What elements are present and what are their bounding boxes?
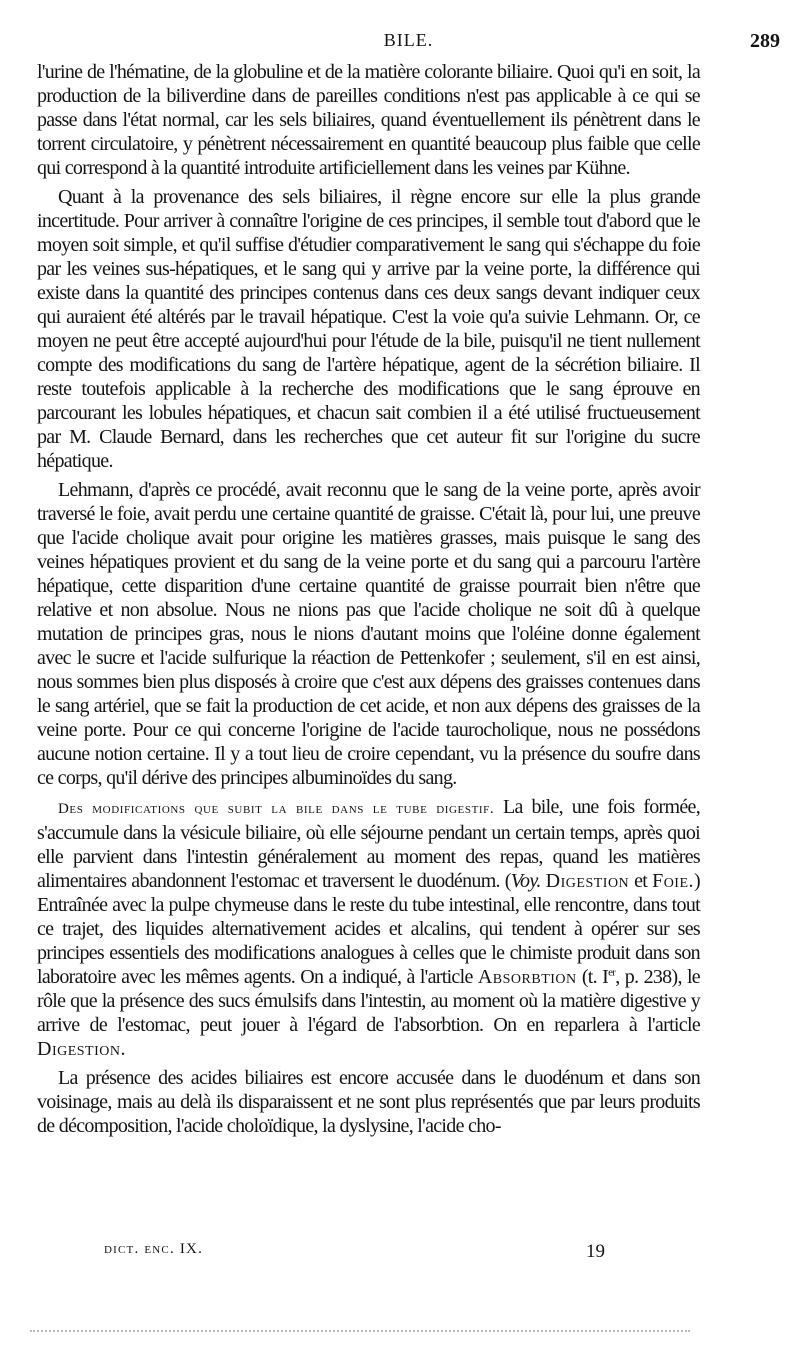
running-head xyxy=(37,30,780,58)
signature-number: 19 xyxy=(586,1241,605,1262)
bleed-through-rule xyxy=(30,1330,690,1332)
paragraph-continuation: l'urine de l'hématine, de la globuline et de la matière colorante biliaire. Quoi qu'i en soit, la production de la biliverdine dans de pareilles conditions n'est pas applicable à ce qui se passe dans l'état normal, car les sels biliaires, quand éventuellement ils pénètrent dans le torrent circulatoire, y pénètrent nécessairement en quantité beaucoup plus faible que celle qui correspond à la quantité introduite artificiellement dans les veines par Kühne. xyxy=(37,61,700,179)
paragraph-text-4: , p. 238), le rôle que la présence des sucs émulsifs dans l'intestin, au moment où la matière digestive y arrive de l'estomac, peut jouer à l'égard de l'absorbtion. On en reparlera à l'article xyxy=(37,966,700,1036)
section-heading: Des modifications que subit la bile dans le tube digestif. xyxy=(58,801,495,817)
running-title: BILE. xyxy=(383,30,434,50)
paragraph-text-1: La bile, une fois formée, s'accumule dans la vésicule biliaire, où elle séjourne pendant un certain temps, après quoi elle parvient dans l'intestin généralement au moment des repas, quand les matières alimentaires abandonnent l'estomac et traversent le duodénum. ( xyxy=(37,796,700,892)
paragraph-sels-biliaires: Quant à la provenance des sels biliaires, il règne encore sur elle la plus grande incertitude. Pour arriver à connaître l'origine de ces principes, il semble tout d'abord que le moyen soit simple, et qu'il suffise d'étudier comparativement le sang qui s'échappe du foie par les veines sus-hépatiques, et le sang qui y arrive par la veine porte, la différence qui existe dans la quantité des principes contenus dans ces deux sangs devant indiquer ceux qui auraient été altérés par le travail hépatique. C'est la voie qu'a suivie Lehmann. Or, ce moyen ne peut être accepté aujourd'hui pour l'étude de la bile, puisqu'il ne tient nullement compte des modifications du sang de l'artère hépatique, agent de la sécrétion biliaire. Il reste toutefois applicable à la recherche des modifications que le sang éprouve en parcourant les lobules hépatiques, et chacun sait combien il a été utilisé fructueusement par M. Claude Bernard, dans les recherches que cet auteur fit sur l'origine du sucre hépatique. xyxy=(37,186,700,472)
cross-ref-digestion-2: Digestion. xyxy=(37,1038,126,1060)
voy-abbreviation: Voy. xyxy=(510,870,541,892)
signature-line xyxy=(104,1241,664,1267)
cross-ref-absorbtion: Absorbtion xyxy=(477,966,577,988)
body-text xyxy=(37,60,700,1143)
paragraph-modifications xyxy=(37,795,700,1061)
paragraph-text-2: ) Entraînée avec la pulpe chymeuse dans le reste du tube intestinal, elle rencontre, dans tout ce trajet, des liquides alternativement acides et alcalins, qui tendent à opérer sur ses principes essentiels des modifications analogues à celles que le chimiste produit dans son laboratoire avec les mêmes agents. On a indiqué, à l'article xyxy=(37,870,700,988)
paragraph-text-3: (t. I xyxy=(576,966,609,988)
conjunction-et: et xyxy=(629,870,653,892)
cross-ref-digestion: Digestion xyxy=(545,870,630,892)
printer-signature: dict. enc. IX. xyxy=(104,1241,204,1257)
paragraph-lehmann: Lehmann, d'après ce procédé, avait reconnu que le sang de la veine porte, après avoir traversé le foie, avait perdu une certaine quantité de graisse. C'était là, pour lui, une preuve que l'acide cholique avait pour origine les matières grasses, mais puisque le sang des veines hépatiques provient et du sang de la veine porte et du sang qui a parcouru l'artère hépatique, cette disparition d'une certaine quantité de graisse pourrait bien n'être que relative et non absolue. Nous ne nions pas que l'acide cholique ne soit dû à quelque mutation de principes gras, nous le nions d'autant moins que l'oléine donne également avec le sucre et l'acide sulfurique la réaction de Pettenkofer ; seulement, s'il en est ainsi, nous sommes bien plus disposés à croire que c'est aux dépens des graisses contenues dans le sang artériel, que se fait la production de cet acide, et non aux dépens des graisses de la veine porte. Pour ce qui concerne l'origine de l'acide taurocholique, nous ne possédons aucune notion certaine. Il y a tout lieu de croire cependant, vu la présence du soufre dans ce corps, qu'il dérive des principes albuminoïdes du sang. xyxy=(37,479,700,789)
cross-ref-foie: Foie. xyxy=(652,870,695,892)
superscript-er: er xyxy=(608,966,616,979)
paragraph-acides-biliaires: La présence des acides biliaires est encore accusée dans le duodénum et dans son voisinage, mais au delà ils disparaissent et ne sont plus représentés que par leurs produits de décomposition, l'acide choloïdique, la dyslysine, l'acide cho- xyxy=(37,1067,700,1137)
page-number: 289 xyxy=(750,30,780,52)
